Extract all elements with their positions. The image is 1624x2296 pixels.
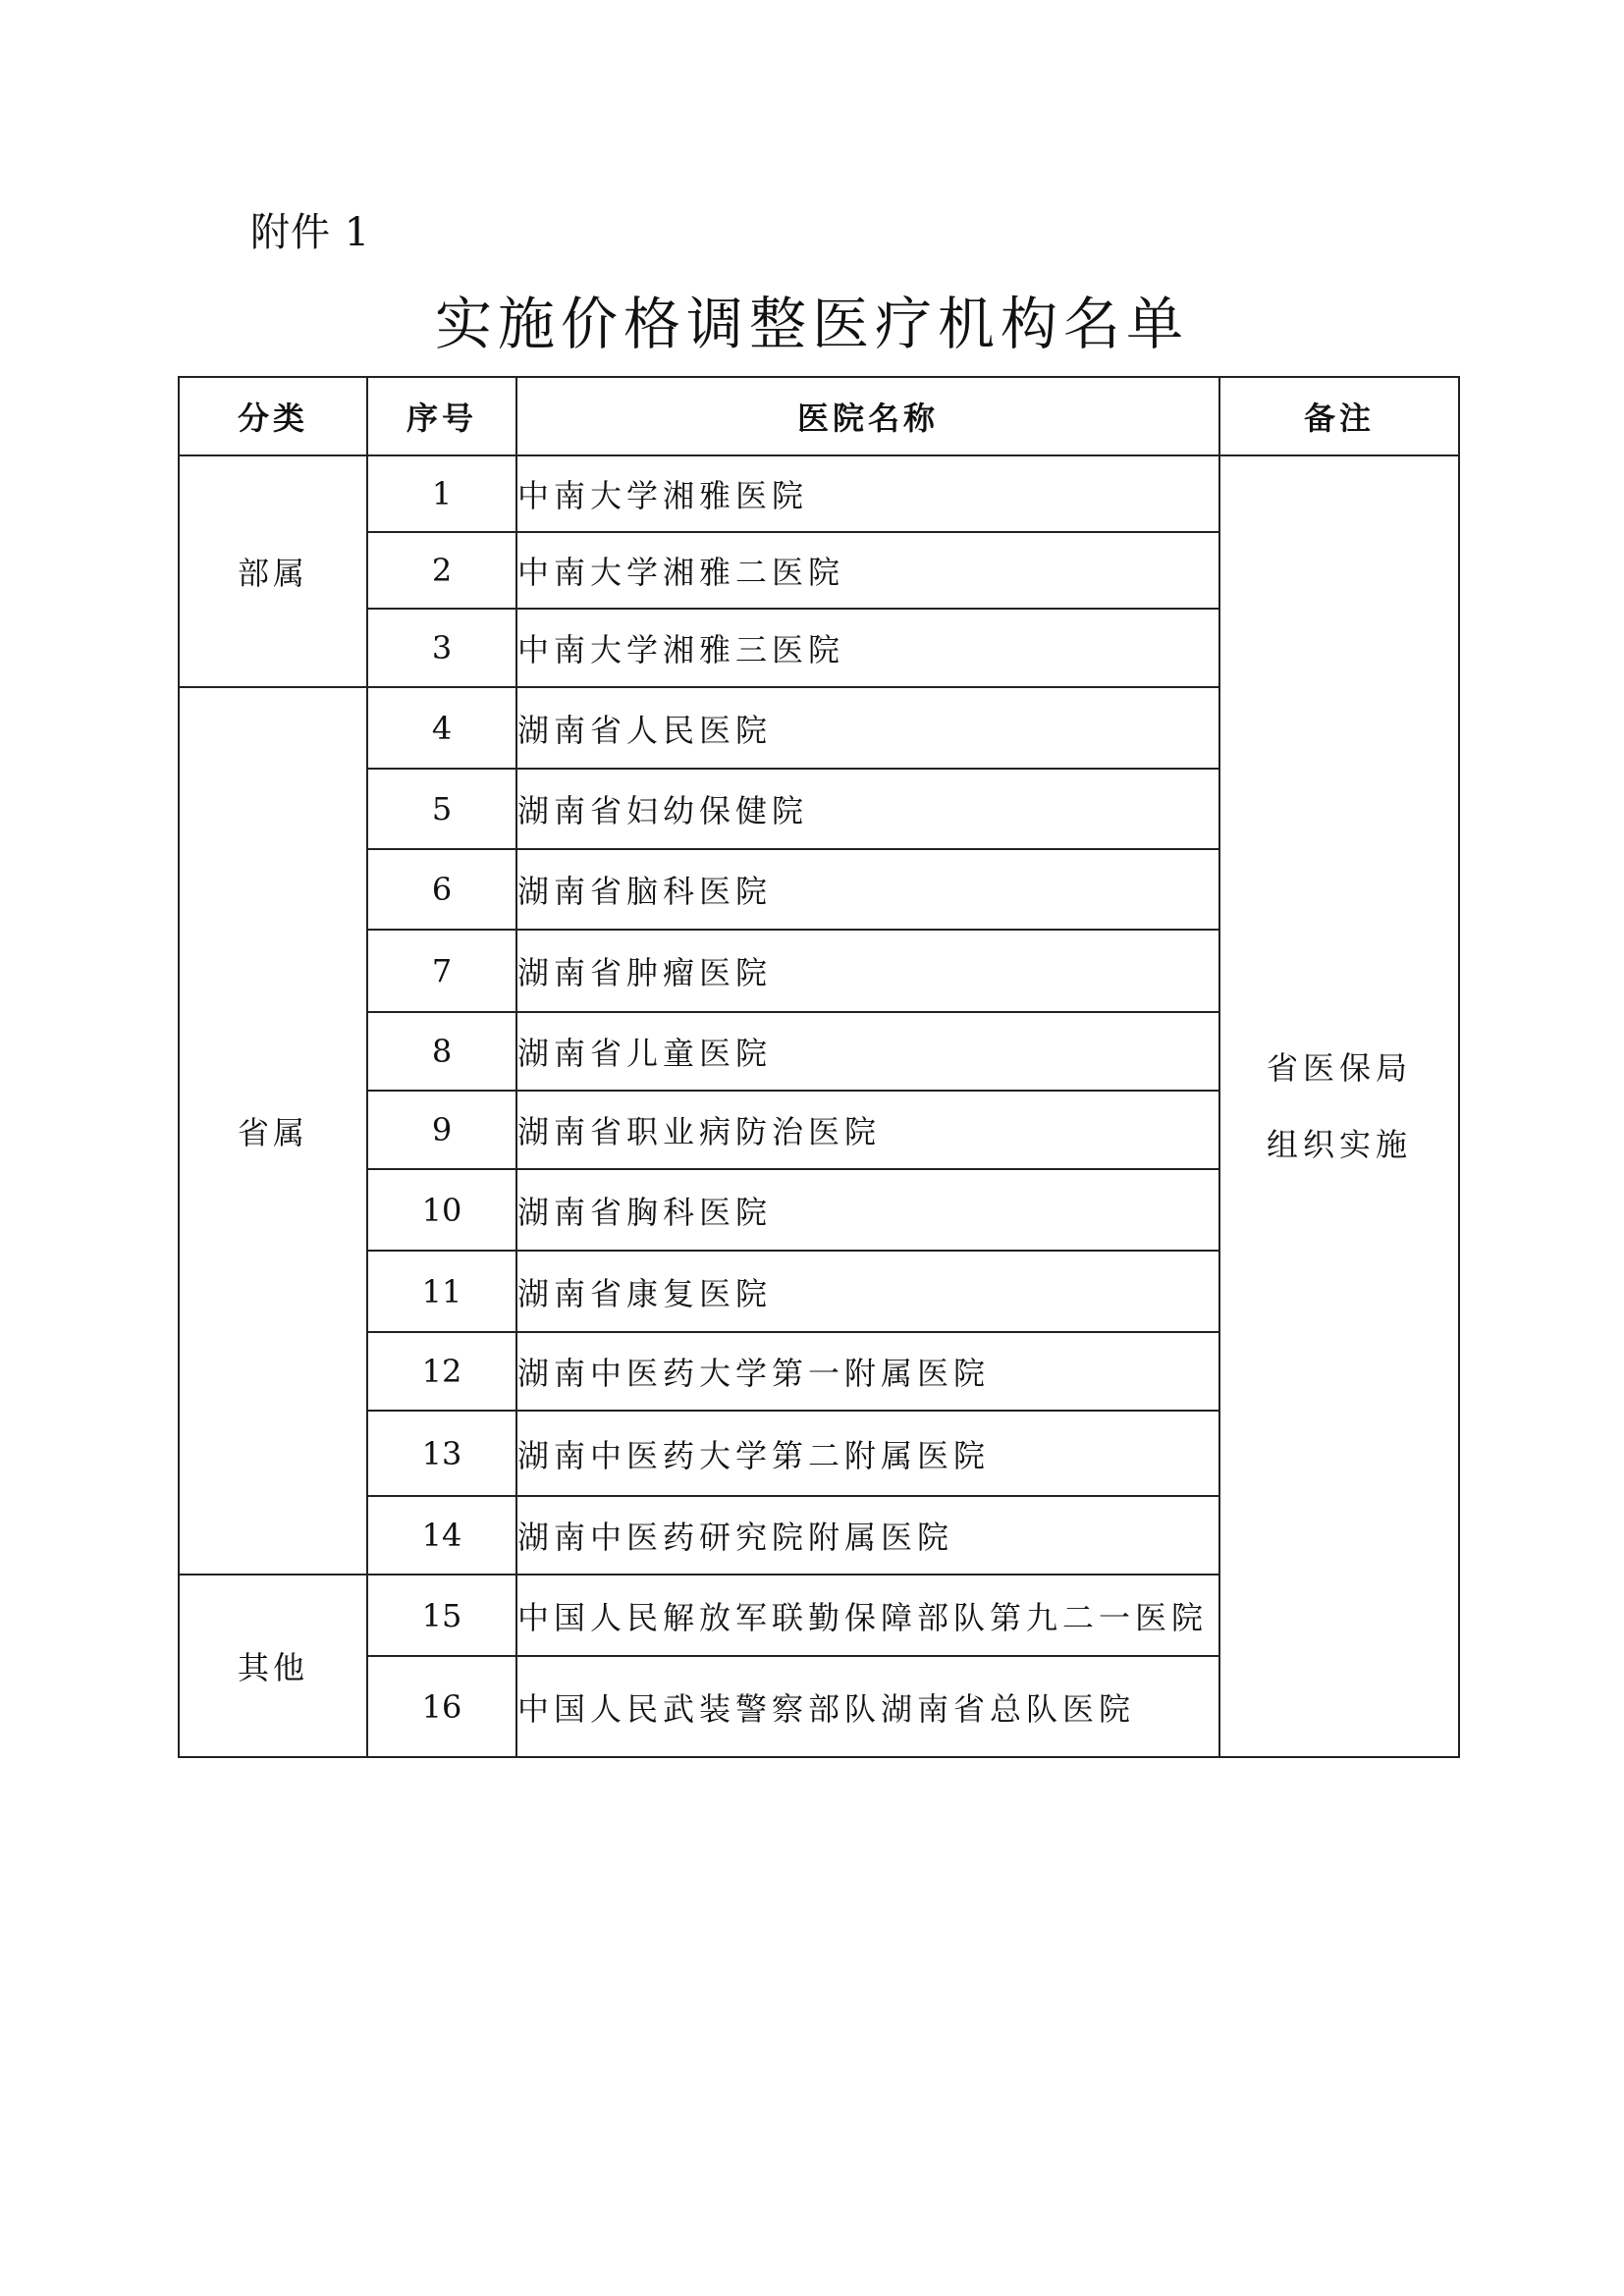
row-number: 1	[367, 455, 516, 532]
row-number: 13	[367, 1411, 516, 1496]
hospital-name: 湖南省职业病防治医院	[516, 1091, 1219, 1169]
note-line: 省医保局	[1266, 1049, 1412, 1087]
header-category: 分类	[179, 377, 367, 455]
row-number: 10	[367, 1169, 516, 1251]
row-number: 3	[367, 609, 516, 687]
header-hospital-name: 医院名称	[516, 377, 1219, 455]
note-cell	[1219, 455, 1459, 1757]
row-number: 15	[367, 1575, 516, 1656]
hospital-name: 中国人民武装警察部队湖南省总队医院	[516, 1656, 1219, 1757]
hospital-name: 湖南省脑科医院	[516, 849, 1219, 930]
hospital-name: 湖南中医药研究院附属医院	[516, 1496, 1219, 1575]
hospital-name: 湖南省儿童医院	[516, 1012, 1219, 1091]
row-number: 11	[367, 1251, 516, 1332]
hospital-table	[178, 376, 1460, 1758]
note-line: 组织实施	[1266, 1126, 1412, 1163]
table-body	[179, 455, 1459, 1757]
table-header-row	[179, 377, 1459, 455]
hospital-name: 湖南省人民医院	[516, 687, 1219, 769]
hospital-name: 中南大学湘雅三医院	[516, 609, 1219, 687]
row-number: 7	[367, 930, 516, 1012]
header-number: 序号	[367, 377, 516, 455]
hospital-name: 湖南省康复医院	[516, 1251, 1219, 1332]
hospital-name: 中南大学湘雅二医院	[516, 532, 1219, 609]
row-number: 16	[367, 1656, 516, 1757]
row-number: 5	[367, 769, 516, 849]
category-cell: 省属	[179, 687, 367, 1575]
row-number: 14	[367, 1496, 516, 1575]
row-number: 12	[367, 1332, 516, 1411]
hospital-name: 湖南省胸科医院	[516, 1169, 1219, 1251]
row-number: 2	[367, 532, 516, 609]
header-note: 备注	[1219, 377, 1459, 455]
row-number: 9	[367, 1091, 516, 1169]
row-number: 6	[367, 849, 516, 930]
attachment-label: 附件 1	[250, 210, 371, 255]
hospital-name: 湖南省妇幼保健院	[516, 769, 1219, 849]
hospital-name: 湖南省肿瘤医院	[516, 930, 1219, 1012]
table-row	[179, 455, 1459, 532]
document-title: 实施价格调整医疗机构名单	[434, 291, 1189, 357]
row-number: 8	[367, 1012, 516, 1091]
hospital-name: 中国人民解放军联勤保障部队第九二一医院	[516, 1575, 1219, 1656]
hospital-name: 中南大学湘雅医院	[516, 455, 1219, 532]
hospital-name: 湖南中医药大学第一附属医院	[516, 1332, 1219, 1411]
row-number: 4	[367, 687, 516, 769]
hospital-name: 湖南中医药大学第二附属医院	[516, 1411, 1219, 1496]
category-cell: 其他	[179, 1575, 367, 1757]
category-cell: 部属	[179, 455, 367, 687]
